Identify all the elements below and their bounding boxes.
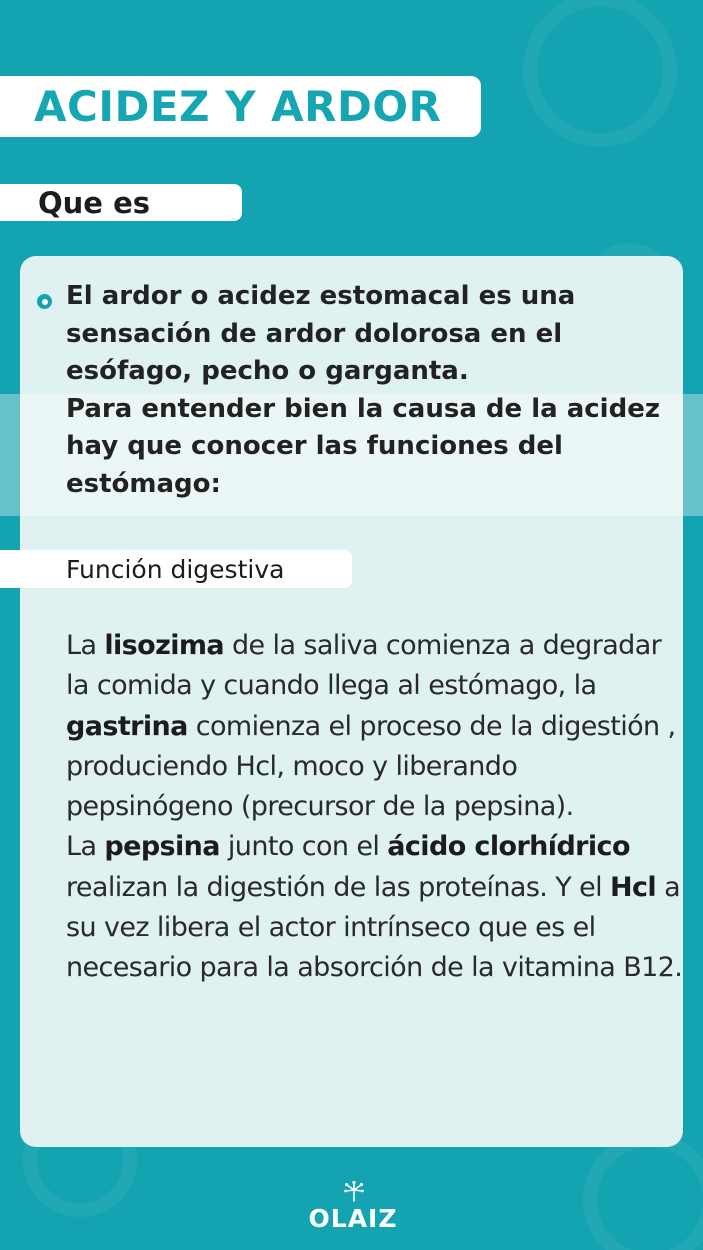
intro-text [66,278,681,504]
text-run: realizan la digestión de las proteínas. Y el [66,871,611,903]
intro-paragraph-2: Para entender bien la causa de la acidez hay que conocer las funciones del estómago: [66,393,660,499]
text-run: La [66,831,105,863]
body-text [66,626,686,989]
term-pepsina: pepsina [104,831,220,863]
text-run: La [66,630,105,661]
term-hcl: Hcl [610,871,657,903]
intro-paragraph-1: El ardor o acidez estomacal es una sensación de ardor dolorosa en el esófago, pecho o garganta. [66,281,576,387]
page-subtitle: Que es [38,185,150,220]
text-run: junto con el [219,831,388,863]
section-heading: Función digestiva [66,554,285,584]
brand-logo [305,1180,401,1232]
circle-bullet-icon [37,294,52,309]
term-acido-clorhidrico: ácido clorhídrico [387,831,630,863]
subtitle-banner [0,184,242,221]
text-run: a su vez libera el actor intrínseco que es el necesario para la absorción de la vitamina B12. [66,871,683,984]
text-run: comienza el proceso de la digestión , produciendo Hcl, moco y liberando pepsinógeno (precursor de la pepsina). [66,710,676,823]
page-title: ACIDEZ Y ARDOR [34,82,442,131]
body-paragraph-1 [66,626,686,827]
logo-wordmark: OLAIZ [308,1204,398,1233]
term-gastrina: gastrina [66,710,188,742]
section-heading-banner [0,550,352,588]
title-banner [0,76,481,137]
term-lisozima: lisozima [104,630,225,661]
bullet-dot [42,299,48,305]
body-paragraph-2 [66,827,686,988]
text-run: de la saliva comienza a degradar la comida y cuando llega al estómago, la [66,630,662,702]
dandelion-icon [343,1180,365,1202]
